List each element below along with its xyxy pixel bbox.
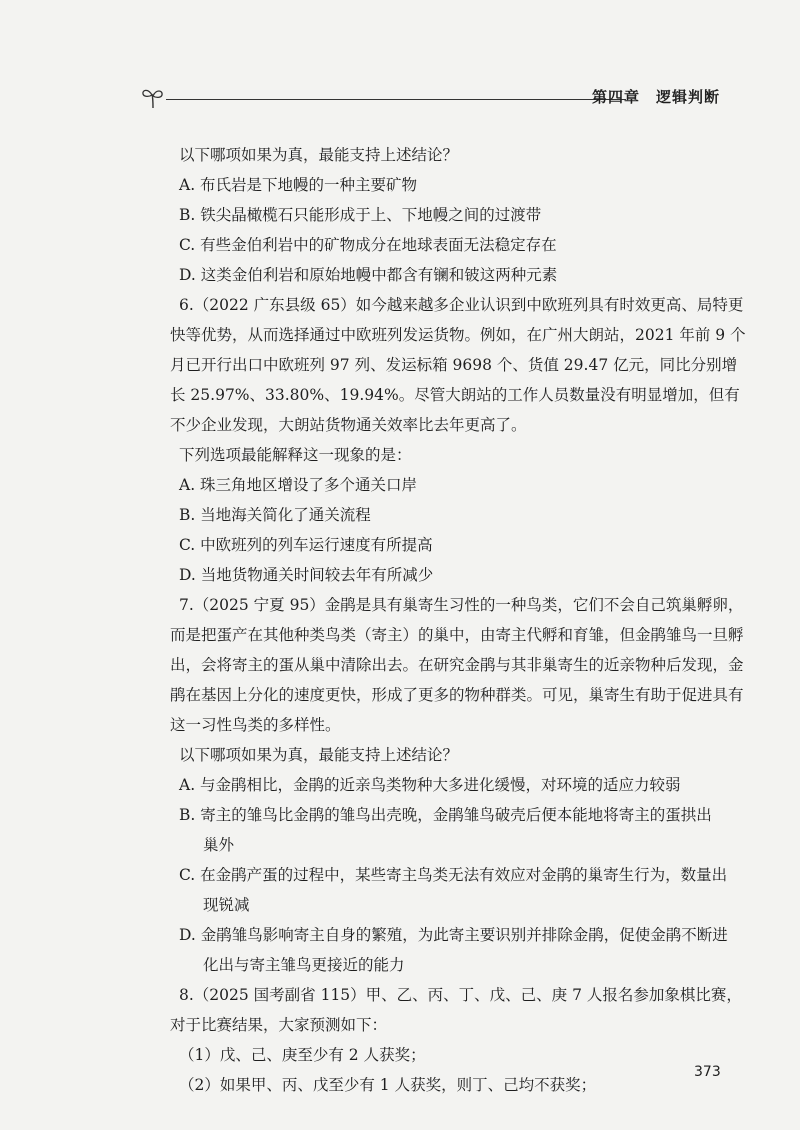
q5-option-b: B. 铁尖晶橄榄石只能形成于上、下地幔之间的过渡带 <box>179 206 542 224</box>
page-body <box>170 140 750 1100</box>
page-header <box>140 80 760 120</box>
q8-item-2: （2）如果甲、丙、戊至少有 1 人获奖，则丁、己均不获奖； <box>179 1076 597 1094</box>
q7-option-c-cont: 现锐减 <box>203 896 250 914</box>
q7-option-d-cont: 化出与寄主雏鸟更接近的能力 <box>203 956 405 974</box>
q7-option-b-cont: 巢外 <box>203 836 235 854</box>
q7-option-c-text: C. 在金鹃产蛋的过程中，某些寄主鸟类无法有效应对金鹃的巢寄生行为，数量出 <box>179 866 728 884</box>
q7-option-d-text: D. 金鹃雏鸟影响寄主自身的繁殖，为此寄主要识别并排除金鹃，促使金鹃不断进 <box>179 926 728 944</box>
q7-option-b <box>170 800 750 860</box>
q6-option-b: B. 当地海关简化了通关流程 <box>179 506 371 524</box>
q7-option-a <box>170 770 750 800</box>
page-number: 373 <box>694 1064 721 1080</box>
q7-option-d <box>170 920 750 980</box>
q6-option-d: D. 当地货物通关时间较去年有所减少 <box>179 566 434 584</box>
q6-stem: 6.（2022 广东县级 65）如今越来越多企业认识到中欧班列具有时效更高、局特更快等优势，从而选择通过中欧班列发运货物。例如，在广州大朗站，2021 年前 9 个月已开行出口中欧班列 97 列、发运标箱 9698 个、货值 29.47 亿元，同比分别增长 25.97%、33.80%、19.94%。尽管大朗站的工作人员数量没有明显增加，但有不少企业发现，大朗站货物通关效率比去年更高了。 <box>170 296 746 434</box>
q5-option-a: A. 布氏岩是下地幔的一种主要矿物 <box>179 176 418 194</box>
q7-prompt: 以下哪项如果为真，最能支持上述结论？ <box>179 746 459 764</box>
q6-option-c: C. 中欧班列的列车运行速度有所提高 <box>179 536 433 554</box>
q7-option-a-text: A. 与金鹃相比，金鹃的近亲鸟类物种大多进化缓慢，对环境的适应力较弱 <box>179 776 681 794</box>
q6-option-a: A. 珠三角地区增设了多个通关口岸 <box>179 476 418 494</box>
q5-option-c: C. 有些金伯利岩中的矿物成分在地球表面无法稳定存在 <box>179 236 557 254</box>
chapter-title: 第四章 逻辑判断 <box>592 88 721 106</box>
q6-prompt: 下列选项最能解释这一现象的是： <box>179 446 412 464</box>
sprout-icon <box>140 84 166 110</box>
q7-option-c <box>170 860 750 920</box>
q5-option-d: D. 这类金伯利岩和原始地幔中都含有镧和铍这两种元素 <box>179 266 558 284</box>
q8-item-1: （1）戊、己、庚至少有 2 人获奖； <box>179 1046 426 1064</box>
q7-stem: 7.（2025 宁夏 95）金鹃是具有巢寄生习性的一种鸟类，它们不会自己筑巢孵卵，而是把蛋产在其他种类鸟类（寄主）的巢中，由寄主代孵和育雏，但金鹃雏鸟一旦孵出，会将寄主的蛋从巢中清除出去。在研究金鹃与其非巢寄生的近亲物种后发现，金鹃在基因上分化的速度更快，形成了更多的物种群类。可见，巢寄生有助于促进具有这一习性鸟类的多样性。 <box>170 596 744 734</box>
q5-prompt: 以下哪项如果为真，最能支持上述结论？ <box>179 146 459 164</box>
q7-option-b-text: B. 寄主的雏鸟比金鹃的雏鸟出壳晚，金鹃雏鸟破壳后便本能地将寄主的蛋拱出 <box>179 806 712 824</box>
header-rule <box>166 99 626 100</box>
q8-stem: 8.（2025 国考副省 115）甲、乙、丙、丁、戊、己、庚 7 人报名参加象棋比赛，对于比赛结果，大家预测如下： <box>170 986 742 1034</box>
